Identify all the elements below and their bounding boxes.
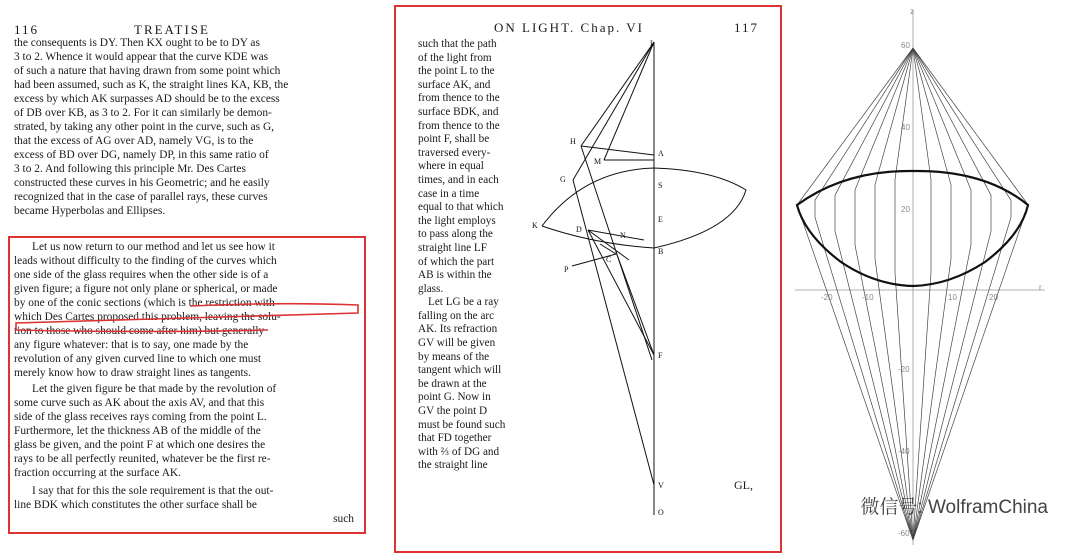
incoming-ray <box>895 48 913 180</box>
text-line: tion to those who should come after him) but generally <box>14 325 265 337</box>
text-line: point G. Now in <box>418 391 491 404</box>
geometric-figure <box>524 30 774 530</box>
text-line: of DB over KB, as 3 to 2. For it can similarly be demon- <box>14 107 272 119</box>
text-line: surface AK, and <box>418 78 491 91</box>
text-line: one side of the glass requires when the other side is of a <box>14 269 269 281</box>
paragraph-4 <box>14 484 354 526</box>
text-line: which Des Cartes proposed this problem, leaving the solu- <box>14 311 281 323</box>
text-line: Let the given figure be that made by the revolution of <box>32 383 277 395</box>
text-line: GV the point D <box>418 405 488 418</box>
text-line: leads without difficulty to the finding of the curves which <box>14 255 277 267</box>
text-line: where in equal <box>418 160 484 173</box>
text-line: by means of the <box>418 350 490 363</box>
incoming-ray <box>875 48 913 185</box>
text-line: of such a nature that having drawn from some point which <box>14 65 281 77</box>
left-page-number: 116 <box>14 22 40 37</box>
text-line: tangent which will <box>418 364 502 377</box>
text-line: equal to that which <box>418 201 504 214</box>
text-line: surface BDK, and <box>418 105 499 118</box>
text-line: AB is within the <box>418 269 492 282</box>
incoming-ray <box>913 48 1011 200</box>
text-line: became Hyperbolas and Ellipses. <box>14 205 166 217</box>
y-tick: -40 <box>898 447 910 456</box>
text-line: glass. <box>418 282 444 295</box>
incoming-ray <box>913 48 1028 205</box>
label-K: K <box>532 221 538 230</box>
text-line: glass be given, and the point F at which one desires the <box>14 439 266 451</box>
text-line: be drawn at the <box>418 377 487 390</box>
left-book-page <box>0 0 372 555</box>
text-line: rays to be all perfectly reunited, whatever be the first re- <box>14 453 271 465</box>
label-A: A <box>658 149 664 158</box>
text-line: straight line LF <box>418 241 487 254</box>
text-line: from thence to the <box>418 119 500 132</box>
incoming-ray <box>913 48 951 185</box>
text-line: AK. Its refraction <box>418 323 498 336</box>
text-line: fraction occurring at the surface AK. <box>14 467 181 479</box>
label-H: H <box>570 137 576 146</box>
text-line: that FD together <box>418 432 492 445</box>
text-line: falling on the arc <box>418 309 495 322</box>
text-line: side of the glass receives rays coming from the point L. <box>14 411 267 423</box>
label-D: D <box>576 225 582 234</box>
y-tick: 40 <box>901 123 910 132</box>
text-line: some curve such as AK about the axis AV, and that this <box>14 397 265 409</box>
label-C: C <box>606 255 612 264</box>
text-line: 3 to 2. And following this principle Mr. Des Cartes <box>14 163 246 175</box>
text-line: merely know how to draw straight lines as tangents. <box>14 367 251 379</box>
label-O: O <box>658 508 664 517</box>
left-running-head: TREATISE <box>134 22 210 37</box>
ray-diagram-plot <box>785 0 1080 555</box>
text-line: the light employs <box>418 214 496 227</box>
label-G: G <box>560 175 566 184</box>
label-M: M <box>594 157 602 166</box>
text-line: Let LG be a ray <box>428 296 499 309</box>
text-line: with ⅔ of DG and <box>418 445 500 458</box>
text-line: given figure; a figure not only plane or spherical, or made <box>14 283 278 295</box>
label-B: B <box>658 247 664 256</box>
watermark: 微信号: WolframChina <box>860 497 1048 518</box>
text-line: 3 to 2. Whence it would appear that the curve KDE was <box>14 51 269 63</box>
text-line: strated, by taking any other point in the curve, such as G, <box>14 121 275 133</box>
text-line: had been assumed, such as K, the straight lines KA, KB, the <box>14 79 289 91</box>
text-line: such <box>333 513 354 525</box>
catchword: GL, <box>734 478 753 492</box>
incoming-ray <box>913 48 971 190</box>
r-axis-label: r <box>1039 283 1042 292</box>
incoming-ray <box>815 48 913 200</box>
x-tick: -20 <box>821 293 833 302</box>
incoming-ray <box>913 48 931 180</box>
middle-page-number: 117 <box>734 20 760 35</box>
text-line: line BDK which constitutes the other surface shall be <box>14 499 257 511</box>
label-N: N <box>620 231 626 240</box>
text-line: must be found such <box>418 418 506 431</box>
x-tick: -10 <box>862 293 874 302</box>
text-line: such that the path <box>418 38 497 50</box>
x-tick: 10 <box>948 293 957 302</box>
y-tick: -20 <box>898 365 910 374</box>
label-L: L <box>650 39 655 48</box>
text-line: the straight line <box>418 459 488 472</box>
lens-outline <box>797 171 1028 286</box>
plot-canvas <box>785 0 1080 555</box>
text-line: that the excess of AG over AD, namely VG, is to the <box>14 135 254 147</box>
text-line: the consequents is DY. Then KX ought to be to DY as <box>14 37 260 49</box>
text-line: times, and in each <box>418 173 499 186</box>
y-tick: 60 <box>901 41 910 50</box>
paragraph-3 <box>14 382 354 480</box>
text-line: Let us now return to our method and let us see how it <box>32 241 275 253</box>
z-axis-label: z <box>910 7 914 16</box>
text-line: of which the part <box>418 255 495 268</box>
text-line: excess of BD over DG, namely DP, in this same ratio of <box>14 149 269 161</box>
text-line: of the light from <box>418 51 492 64</box>
text-line: the point L to the <box>418 65 495 78</box>
text-line: from thence to the <box>418 92 500 105</box>
incoming-ray <box>855 48 913 190</box>
text-line: by one of the conic sections (which is the restriction with <box>14 297 275 309</box>
middle-book-page <box>394 0 782 555</box>
label-V: V <box>658 481 664 490</box>
text-line: case in a time <box>418 187 480 200</box>
x-tick: 20 <box>989 293 998 302</box>
text-line: any figure whatever: that is to say, one made by the <box>14 339 249 351</box>
y-tick: 20 <box>901 205 910 214</box>
label-S: S <box>658 181 663 190</box>
incoming-ray <box>797 48 913 205</box>
y-tick: -60 <box>898 529 910 538</box>
label-F: F <box>658 351 663 360</box>
label-E: E <box>658 215 663 224</box>
middle-running-head: ON LIGHT. Chap. VI <box>494 20 644 35</box>
text-line: constructed these curves in his Geometric; and he easily <box>14 177 270 189</box>
text-line: to pass along the <box>418 228 493 241</box>
text-line: excess by which AK surpasses AD should be to the excess <box>14 93 280 105</box>
text-line: GV will be given <box>418 337 496 350</box>
text-line: recognized that in the case of parallel rays, these curves <box>14 191 268 203</box>
text-line: revolution of any given curved line to which one must <box>14 353 262 365</box>
text-line: I say that for this the sole requirement is that the out- <box>32 485 274 497</box>
outgoing-ray <box>797 205 913 540</box>
text-line: Furthermore, let the thickness AB of the middle of the <box>14 425 261 437</box>
label-P: P <box>564 265 569 274</box>
outgoing-ray <box>913 206 1028 540</box>
figure-labels <box>532 39 664 517</box>
text-line: point F, shall be <box>418 133 490 146</box>
text-line: traversed every- <box>418 146 491 159</box>
